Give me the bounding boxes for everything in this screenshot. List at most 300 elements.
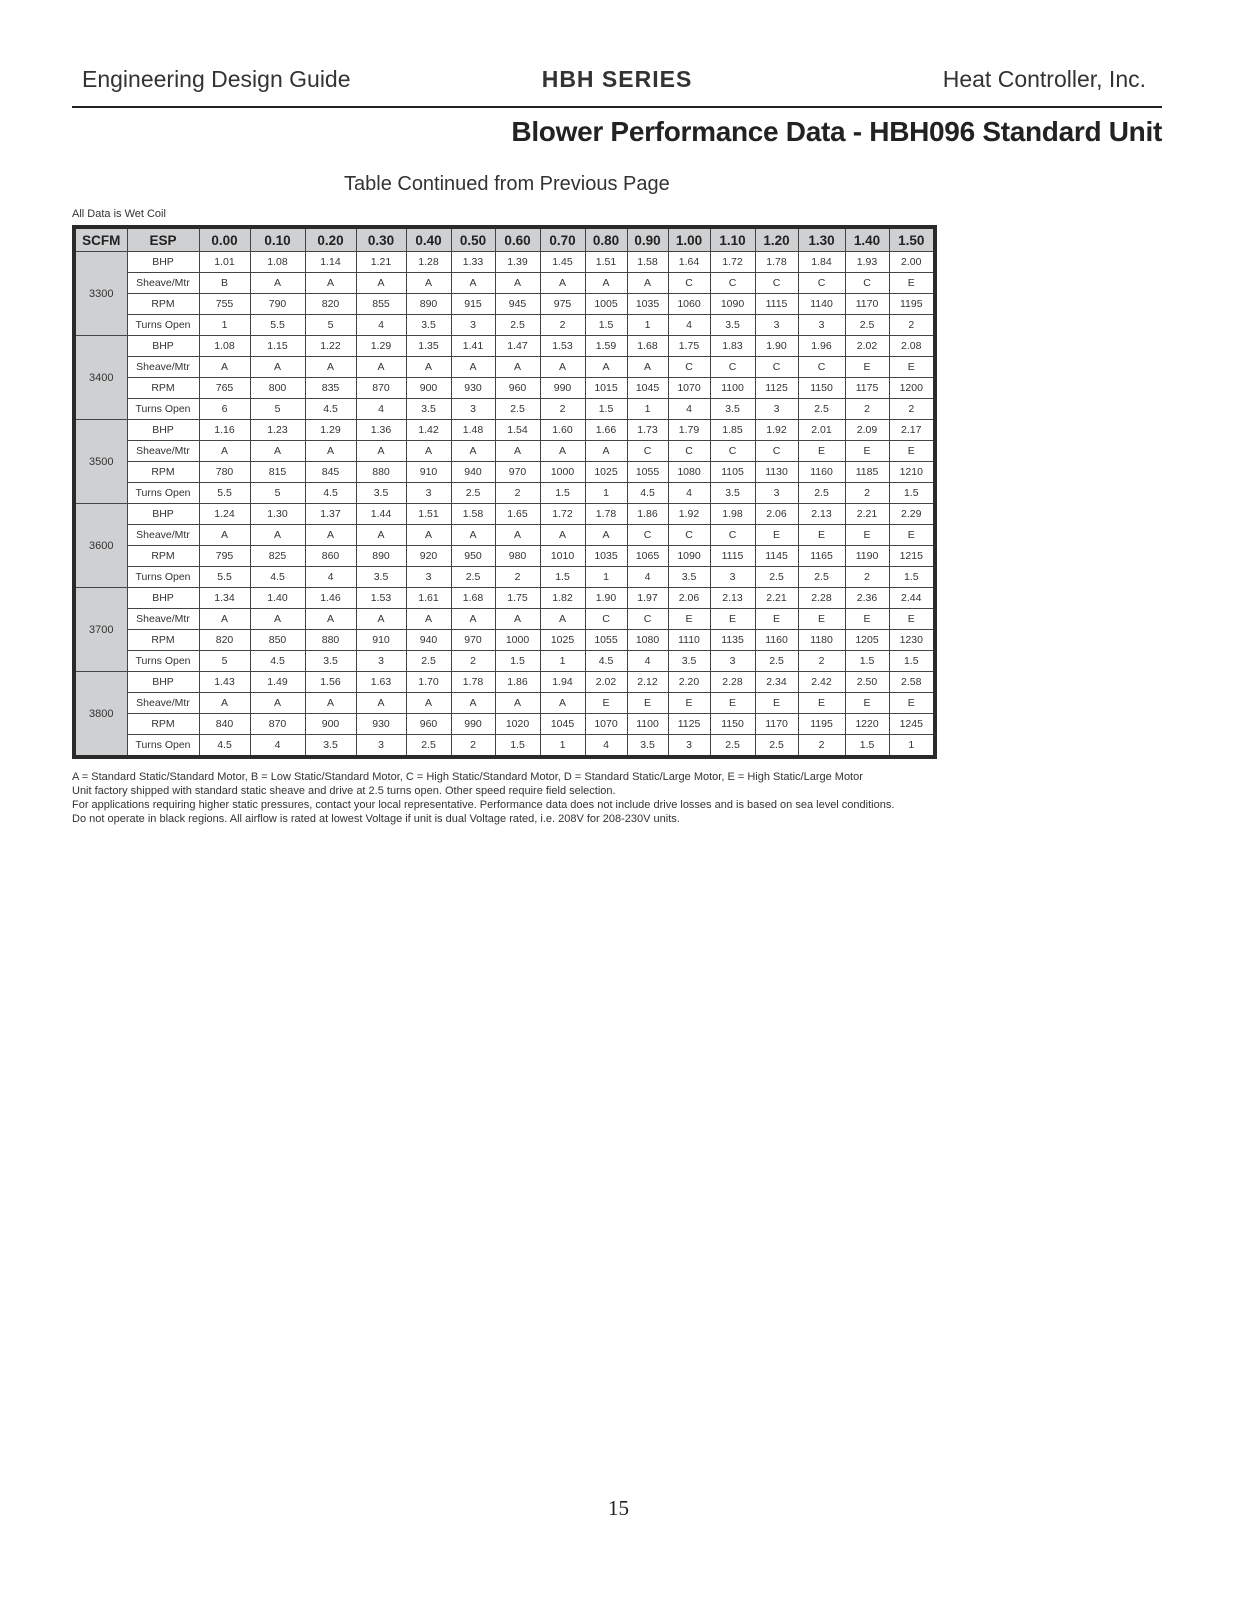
value-cell: E (845, 609, 889, 630)
value-cell: E (889, 693, 935, 714)
value-cell: 1.01 (199, 252, 250, 273)
value-cell: 1100 (710, 378, 755, 399)
value-cell: 1.24 (199, 504, 250, 525)
value-cell: A (495, 525, 540, 546)
value-cell: 6 (199, 399, 250, 420)
value-cell: 2.5 (755, 567, 798, 588)
value-cell: 3.5 (305, 651, 356, 672)
value-cell: 2.5 (495, 315, 540, 336)
value-cell: 1 (627, 399, 668, 420)
value-cell: 2.58 (889, 672, 935, 693)
value-cell: A (356, 609, 406, 630)
value-cell: 2.17 (889, 420, 935, 441)
value-cell: 3 (406, 483, 451, 504)
value-cell: A (356, 693, 406, 714)
value-cell: 1.37 (305, 504, 356, 525)
value-cell: 1170 (845, 294, 889, 315)
value-cell: 2.5 (406, 735, 451, 758)
value-cell: 4.5 (305, 483, 356, 504)
row-label: Sheave/Mtr (127, 273, 199, 294)
value-cell: A (540, 273, 585, 294)
value-cell: 3 (710, 567, 755, 588)
value-cell: 1.64 (668, 252, 710, 273)
table-row (74, 378, 935, 399)
value-cell: A (451, 693, 495, 714)
value-cell: 940 (451, 462, 495, 483)
value-cell: A (305, 693, 356, 714)
header-cell-esp-value: 0.90 (627, 227, 668, 252)
value-cell: 3 (755, 399, 798, 420)
value-cell: 1.84 (798, 252, 845, 273)
value-cell: 1190 (845, 546, 889, 567)
value-cell: 3.5 (356, 483, 406, 504)
value-cell: 1.56 (305, 672, 356, 693)
value-cell: 1.66 (585, 420, 627, 441)
value-cell: 1.39 (495, 252, 540, 273)
value-cell: 1.53 (540, 336, 585, 357)
value-cell: 5 (199, 651, 250, 672)
value-cell: A (495, 273, 540, 294)
value-cell: 1.83 (710, 336, 755, 357)
value-cell: 1.85 (710, 420, 755, 441)
value-cell: 990 (540, 378, 585, 399)
table-row (74, 588, 935, 609)
value-cell: A (627, 357, 668, 378)
value-cell: 1.36 (356, 420, 406, 441)
value-cell: C (755, 273, 798, 294)
value-cell: 1025 (540, 630, 585, 651)
value-cell: 2.5 (406, 651, 451, 672)
page-number: 15 (608, 1496, 629, 1520)
value-cell: 1.40 (250, 588, 305, 609)
scfm-cell: 3500 (74, 420, 127, 504)
value-cell: 970 (495, 462, 540, 483)
value-cell: C (585, 609, 627, 630)
value-cell: 3 (406, 567, 451, 588)
value-cell: 1115 (755, 294, 798, 315)
value-cell: 1.59 (585, 336, 627, 357)
table-row (74, 357, 935, 378)
value-cell: 1060 (668, 294, 710, 315)
row-label: Turns Open (127, 735, 199, 758)
page-header (72, 60, 1162, 108)
value-cell: 5.5 (199, 483, 250, 504)
value-cell: 2.13 (798, 504, 845, 525)
value-cell: 2 (845, 483, 889, 504)
value-cell: 1100 (627, 714, 668, 735)
value-cell: 4.5 (199, 735, 250, 758)
table-row (74, 399, 935, 420)
value-cell: 1.5 (540, 567, 585, 588)
header-series-name: HBH SERIES (541, 66, 693, 92)
value-cell: 4 (356, 315, 406, 336)
table-row (74, 336, 935, 357)
value-cell: 1135 (710, 630, 755, 651)
header-cell-esp-value: 0.30 (356, 227, 406, 252)
value-cell: 4.5 (305, 399, 356, 420)
value-cell: 5.5 (199, 567, 250, 588)
value-cell: B (199, 273, 250, 294)
value-cell: 3.5 (627, 735, 668, 758)
value-cell: E (889, 273, 935, 294)
value-cell: 1.96 (798, 336, 845, 357)
value-cell: 1090 (668, 546, 710, 567)
table-row (74, 693, 935, 714)
value-cell: 1105 (710, 462, 755, 483)
value-cell: 2.09 (845, 420, 889, 441)
value-cell: C (798, 273, 845, 294)
value-cell: 820 (199, 630, 250, 651)
value-cell: 3 (755, 483, 798, 504)
header-company-name: Heat Controller, Inc. (942, 66, 1146, 92)
value-cell: 1.49 (250, 672, 305, 693)
value-cell: 1.5 (889, 651, 935, 672)
value-cell: 1.16 (199, 420, 250, 441)
value-cell: 1045 (627, 378, 668, 399)
value-cell: A (451, 441, 495, 462)
value-cell: 1070 (585, 714, 627, 735)
value-cell: 1.43 (199, 672, 250, 693)
value-cell: 780 (199, 462, 250, 483)
value-cell: A (356, 441, 406, 462)
row-label: RPM (127, 294, 199, 315)
value-cell: 795 (199, 546, 250, 567)
value-cell: 1205 (845, 630, 889, 651)
row-label: BHP (127, 504, 199, 525)
value-cell: 3.5 (710, 399, 755, 420)
value-cell: 1115 (710, 546, 755, 567)
value-cell: 2 (845, 399, 889, 420)
value-cell: 1025 (585, 462, 627, 483)
value-cell: 1.92 (755, 420, 798, 441)
value-cell: 5 (250, 483, 305, 504)
row-label: Turns Open (127, 651, 199, 672)
value-cell: 1.92 (668, 504, 710, 525)
value-cell: 1.5 (540, 483, 585, 504)
value-cell: 960 (406, 714, 451, 735)
value-cell: 1.78 (585, 504, 627, 525)
table-row (74, 441, 935, 462)
value-cell: E (798, 609, 845, 630)
value-cell: C (668, 441, 710, 462)
value-cell: 1.45 (540, 252, 585, 273)
value-cell: 1220 (845, 714, 889, 735)
value-cell: 2.5 (798, 567, 845, 588)
value-cell: 2 (451, 651, 495, 672)
value-cell: 2.28 (710, 672, 755, 693)
value-cell: 950 (451, 546, 495, 567)
value-cell: A (451, 357, 495, 378)
value-cell: E (845, 357, 889, 378)
table-row (74, 252, 935, 273)
value-cell: 915 (451, 294, 495, 315)
value-cell: 1.23 (250, 420, 305, 441)
value-cell: A (250, 441, 305, 462)
value-cell: 1165 (798, 546, 845, 567)
value-cell: 1.61 (406, 588, 451, 609)
row-label: Turns Open (127, 483, 199, 504)
value-cell: 1010 (540, 546, 585, 567)
value-cell: 1.70 (406, 672, 451, 693)
value-cell: 900 (406, 378, 451, 399)
value-cell: 820 (305, 294, 356, 315)
value-cell: 1.28 (406, 252, 451, 273)
footnote-static-pressure: For applications requiring higher static pressures, contact your local representative. Performance data does not include drive losses and is based on sea level conditions. (72, 799, 895, 811)
table-row (74, 672, 935, 693)
row-label: BHP (127, 336, 199, 357)
header-cell-esp-value: 0.50 (451, 227, 495, 252)
value-cell: 1.22 (305, 336, 356, 357)
value-cell: E (627, 693, 668, 714)
value-cell: 2.36 (845, 588, 889, 609)
value-cell: C (627, 525, 668, 546)
value-cell: 2.06 (755, 504, 798, 525)
value-cell: 930 (451, 378, 495, 399)
value-cell: 4 (356, 399, 406, 420)
value-cell: 1055 (627, 462, 668, 483)
value-cell: 850 (250, 630, 305, 651)
row-label: Sheave/Mtr (127, 357, 199, 378)
value-cell: E (585, 693, 627, 714)
value-cell: 2 (540, 315, 585, 336)
value-cell: A (495, 693, 540, 714)
value-cell: 765 (199, 378, 250, 399)
value-cell: A (250, 525, 305, 546)
value-cell: 1.5 (845, 735, 889, 758)
value-cell: 4 (585, 735, 627, 758)
value-cell: 970 (451, 630, 495, 651)
row-label: BHP (127, 420, 199, 441)
value-cell: A (305, 525, 356, 546)
value-cell: 840 (199, 714, 250, 735)
value-cell: 930 (356, 714, 406, 735)
value-cell: A (305, 441, 356, 462)
value-cell: A (305, 273, 356, 294)
value-cell: 1210 (889, 462, 935, 483)
value-cell: 825 (250, 546, 305, 567)
value-cell: 910 (356, 630, 406, 651)
value-cell: 2 (845, 567, 889, 588)
table-row (74, 630, 935, 651)
value-cell: 3 (798, 315, 845, 336)
value-cell: 1.15 (250, 336, 305, 357)
value-cell: C (668, 273, 710, 294)
value-cell: 2.20 (668, 672, 710, 693)
row-label: RPM (127, 378, 199, 399)
value-cell: 815 (250, 462, 305, 483)
value-cell: 4 (668, 399, 710, 420)
row-label: Sheave/Mtr (127, 693, 199, 714)
value-cell: 1130 (755, 462, 798, 483)
value-cell: 1.98 (710, 504, 755, 525)
value-cell: E (755, 693, 798, 714)
header-cell-esp-value: 0.10 (250, 227, 305, 252)
value-cell: 3.5 (305, 735, 356, 758)
value-cell: 2.00 (889, 252, 935, 273)
value-cell: 3.5 (406, 399, 451, 420)
value-cell: 1195 (889, 294, 935, 315)
value-cell: 1.82 (540, 588, 585, 609)
value-cell: A (356, 357, 406, 378)
value-cell: 2.5 (798, 483, 845, 504)
value-cell: C (755, 357, 798, 378)
value-cell: 1.5 (889, 567, 935, 588)
value-cell: 3.5 (710, 315, 755, 336)
value-cell: 2.28 (798, 588, 845, 609)
value-cell: 890 (356, 546, 406, 567)
value-cell: 1.86 (627, 504, 668, 525)
value-cell: 1090 (710, 294, 755, 315)
value-cell: 1.79 (668, 420, 710, 441)
value-cell: 4 (668, 483, 710, 504)
row-label: Sheave/Mtr (127, 525, 199, 546)
value-cell: 945 (495, 294, 540, 315)
value-cell: 4.5 (250, 567, 305, 588)
value-cell: A (250, 693, 305, 714)
value-cell: 3 (356, 651, 406, 672)
value-cell: 2.08 (889, 336, 935, 357)
value-cell: 1.5 (889, 483, 935, 504)
value-cell: 870 (250, 714, 305, 735)
value-cell: 1.14 (305, 252, 356, 273)
value-cell: 975 (540, 294, 585, 315)
table-row (74, 462, 935, 483)
value-cell: C (710, 273, 755, 294)
value-cell: 4 (250, 735, 305, 758)
value-cell: A (305, 357, 356, 378)
header-cell-esp-value: 0.60 (495, 227, 540, 252)
value-cell: 3.5 (668, 567, 710, 588)
value-cell: 1 (585, 483, 627, 504)
value-cell: 1.33 (451, 252, 495, 273)
footnotes (72, 770, 1192, 826)
value-cell: 2.34 (755, 672, 798, 693)
value-cell: 4.5 (627, 483, 668, 504)
value-cell: 1.78 (451, 672, 495, 693)
row-label: Turns Open (127, 399, 199, 420)
value-cell: 2.5 (755, 651, 798, 672)
table-row (74, 483, 935, 504)
value-cell: A (250, 357, 305, 378)
value-cell: 880 (305, 630, 356, 651)
header-cell-esp-value: 0.80 (585, 227, 627, 252)
value-cell: 1.5 (495, 735, 540, 758)
value-cell: 1.35 (406, 336, 451, 357)
value-cell: 1195 (798, 714, 845, 735)
value-cell: 1 (540, 735, 585, 758)
value-cell: 1125 (755, 378, 798, 399)
value-cell: 1020 (495, 714, 540, 735)
value-cell: 2.42 (798, 672, 845, 693)
value-cell: 1175 (845, 378, 889, 399)
value-cell: A (540, 609, 585, 630)
value-cell: 1.75 (495, 588, 540, 609)
value-cell: 1.97 (627, 588, 668, 609)
value-cell: E (755, 609, 798, 630)
value-cell: 1150 (710, 714, 755, 735)
value-cell: 1.08 (199, 336, 250, 357)
value-cell: 890 (406, 294, 451, 315)
value-cell: 790 (250, 294, 305, 315)
value-cell: C (710, 441, 755, 462)
value-cell: A (250, 609, 305, 630)
value-cell: 1.51 (406, 504, 451, 525)
value-cell: 2.12 (627, 672, 668, 693)
value-cell: 1.93 (845, 252, 889, 273)
value-cell: 1.68 (627, 336, 668, 357)
value-cell: 2 (889, 399, 935, 420)
value-cell: 940 (406, 630, 451, 651)
value-cell: 1.5 (495, 651, 540, 672)
value-cell: 2 (540, 399, 585, 420)
value-cell: 860 (305, 546, 356, 567)
value-cell: 1.44 (356, 504, 406, 525)
value-cell: 2 (798, 735, 845, 758)
table-row (74, 546, 935, 567)
value-cell: 1.51 (585, 252, 627, 273)
value-cell: A (199, 525, 250, 546)
value-cell: 1.54 (495, 420, 540, 441)
wet-coil-note: All Data is Wet Coil (72, 208, 166, 220)
value-cell: 1 (540, 651, 585, 672)
scfm-cell: 3600 (74, 504, 127, 588)
row-label: BHP (127, 672, 199, 693)
value-cell: 1 (585, 567, 627, 588)
value-cell: 2.50 (845, 672, 889, 693)
value-cell: 2.5 (845, 315, 889, 336)
value-cell: 1.65 (495, 504, 540, 525)
value-cell: 4.5 (585, 651, 627, 672)
value-cell: 3 (755, 315, 798, 336)
value-cell: 1.58 (627, 252, 668, 273)
header-cell-esp-value: 1.00 (668, 227, 710, 252)
value-cell: 1.30 (250, 504, 305, 525)
value-cell: A (199, 441, 250, 462)
value-cell: 5.5 (250, 315, 305, 336)
value-cell: 1230 (889, 630, 935, 651)
value-cell: 3.5 (406, 315, 451, 336)
row-label: RPM (127, 630, 199, 651)
value-cell: 1000 (540, 462, 585, 483)
value-cell: 5 (305, 315, 356, 336)
value-cell: 2.01 (798, 420, 845, 441)
value-cell: A (356, 273, 406, 294)
row-label: BHP (127, 588, 199, 609)
value-cell: C (710, 357, 755, 378)
value-cell: C (755, 441, 798, 462)
value-cell: 1.34 (199, 588, 250, 609)
footnote-factory-shipping: Unit factory shipped with standard static sheave and drive at 2.5 turns open. Other speed require field selection. (72, 785, 616, 797)
value-cell: 1.90 (755, 336, 798, 357)
table-row (74, 714, 935, 735)
value-cell: 1055 (585, 630, 627, 651)
value-cell: 980 (495, 546, 540, 567)
value-cell: 755 (199, 294, 250, 315)
value-cell: 1 (199, 315, 250, 336)
table-row (74, 651, 935, 672)
value-cell: A (585, 357, 627, 378)
value-cell: 1045 (540, 714, 585, 735)
value-cell: A (540, 441, 585, 462)
value-cell: 2.02 (845, 336, 889, 357)
value-cell: A (406, 273, 451, 294)
value-cell: 1035 (585, 546, 627, 567)
value-cell: 1000 (495, 630, 540, 651)
value-cell: 1125 (668, 714, 710, 735)
value-cell: E (798, 693, 845, 714)
value-cell: A (495, 441, 540, 462)
value-cell: C (627, 441, 668, 462)
